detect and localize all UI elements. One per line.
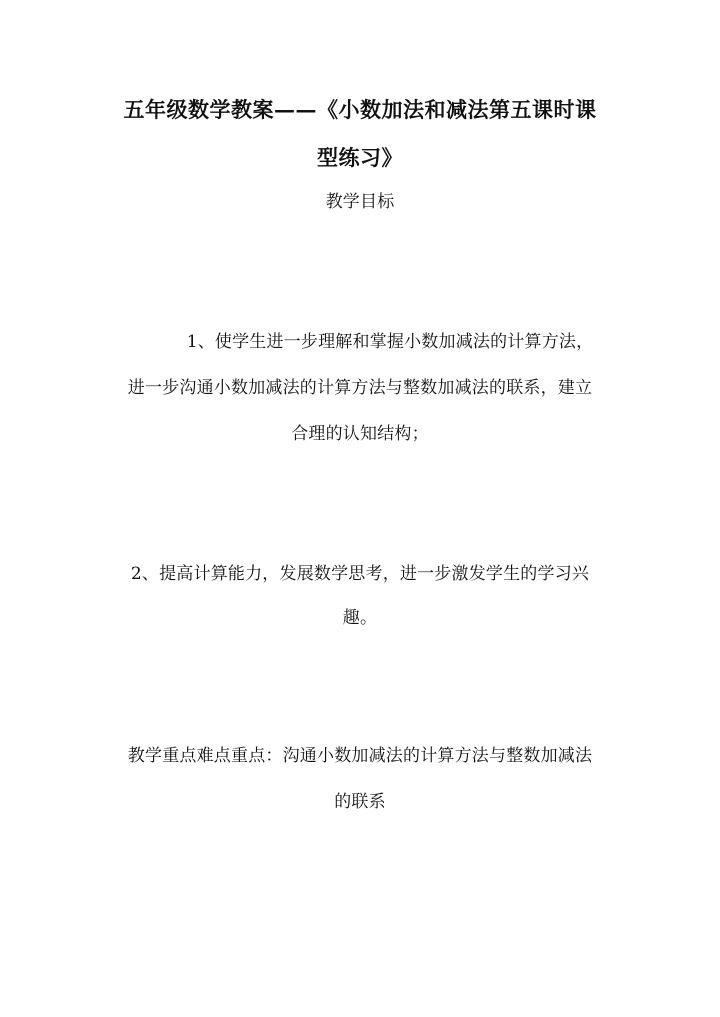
objective-1-line-2: 进一步沟通小数加减法的计算方法与整数加减法的联系，建立 <box>127 378 593 398</box>
document-title-line-1: 五年级数学教案——《小数加法和减法第五课时课 <box>123 97 597 122</box>
key-points-line-1: 教学重点难点重点：沟通小数加减法的计算方法与整数加减法 <box>127 746 593 766</box>
objective-1-line-3: 合理的认知结构； <box>291 424 429 444</box>
document-title-line-2: 型练习》 <box>317 145 403 170</box>
section-heading-teaching-objectives: 教学目标 <box>325 192 395 212</box>
objective-2-line-2: 趣。 <box>342 608 378 628</box>
objective-2-line-1: 2、提高计算能力，发展数学思考，进一步激发学生的学习兴 <box>130 564 590 584</box>
objective-1-line-1: 1、使学生进一步理解和掌握小数加减法的计算方法， <box>186 332 594 352</box>
key-points-line-2: 的联系 <box>334 792 386 812</box>
